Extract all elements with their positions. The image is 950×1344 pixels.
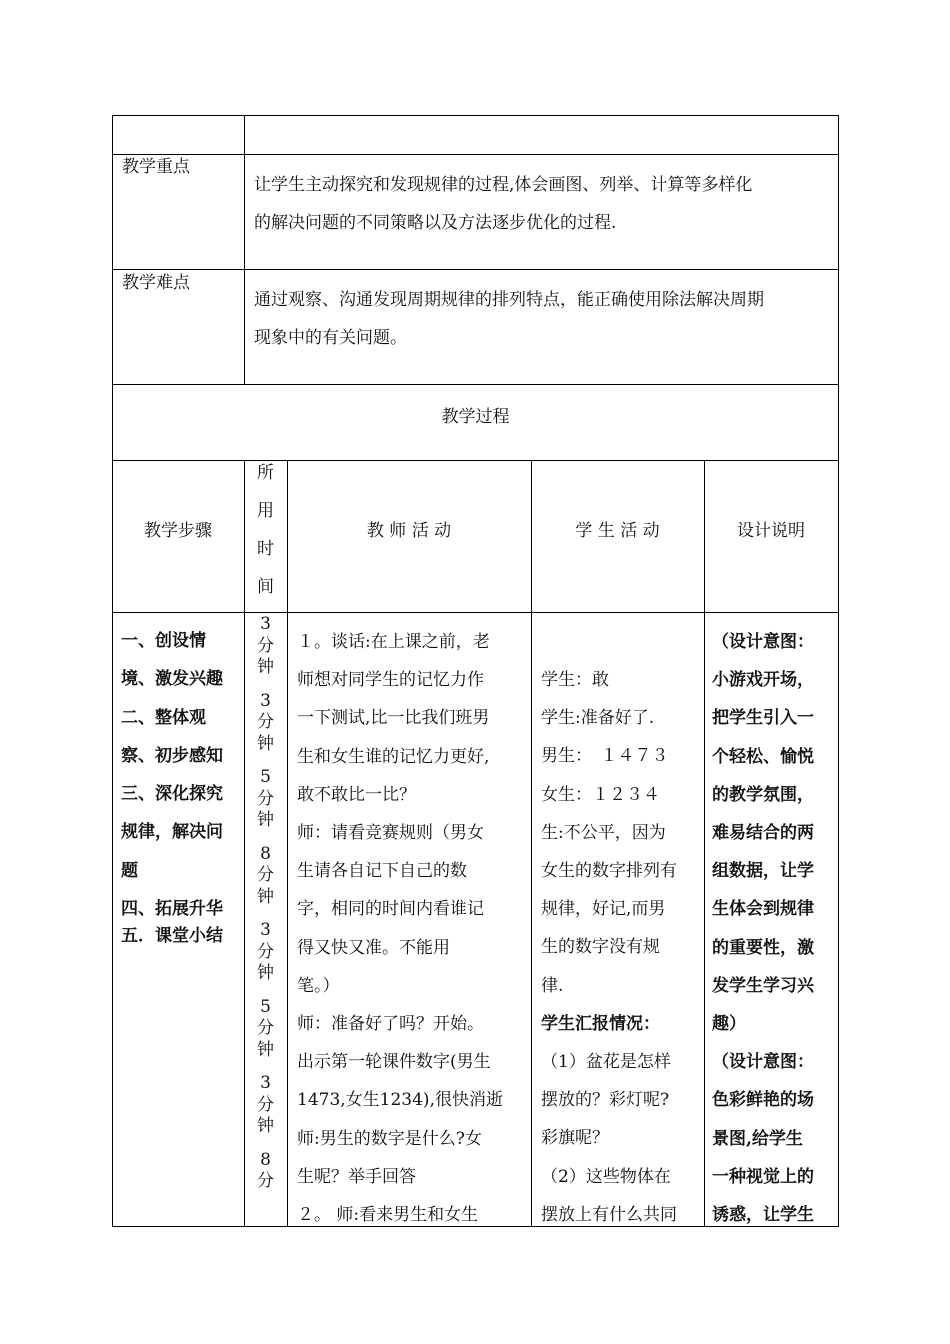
label-column-divider xyxy=(244,115,245,385)
teacher-line: ２。 师:看来男生和女生 xyxy=(297,1205,479,1226)
design-line: 色彩鲜艳的场 xyxy=(712,1090,814,1111)
time-block xyxy=(244,844,287,909)
teacher-activity xyxy=(297,623,503,1234)
student-line: 女生：１２３４ xyxy=(541,784,660,805)
student-activity xyxy=(541,661,677,1234)
time-block xyxy=(244,920,287,985)
time-char: 5 xyxy=(260,767,271,787)
student-line: 规律，好记,而男 xyxy=(541,899,666,920)
col-divider xyxy=(287,460,288,1227)
student-line: 学生汇报情况： xyxy=(541,1013,660,1034)
header-teacher: 教 师 活 动 xyxy=(366,521,452,541)
step-line: 境、激发兴趣 xyxy=(121,669,223,690)
col-divider xyxy=(531,460,532,1227)
time-char: 3 xyxy=(260,920,271,940)
header-steps: 教学步骤 xyxy=(144,521,212,541)
design-line: 发学生学习兴 xyxy=(712,975,814,996)
time-block xyxy=(244,997,287,1062)
row-divider xyxy=(112,154,839,155)
time-char: 分 xyxy=(257,865,274,885)
student-line: 男生： １４７３ xyxy=(541,746,669,767)
time-block xyxy=(244,691,287,756)
design-line: 趣） xyxy=(712,1014,746,1035)
process-title: 教学过程 xyxy=(441,407,510,427)
teacher-line: 敢不敢比一比？ xyxy=(297,784,416,805)
student-line: 律. xyxy=(541,975,564,996)
time-char: 钟 xyxy=(257,1039,274,1060)
teacher-line: 一下测试,比一比我们班男 xyxy=(297,708,490,729)
design-line: 难易结合的两 xyxy=(712,823,814,844)
time-char: 钟 xyxy=(257,963,274,983)
student-line: （1）盆花是怎样 xyxy=(541,1052,671,1073)
student-line: 彩旗呢？ xyxy=(541,1128,609,1149)
step-line: 察、初步感知 xyxy=(121,745,223,766)
time-char: 分 xyxy=(257,635,274,656)
student-line: 摆放的？彩灯呢? xyxy=(541,1090,670,1111)
design-line: 个轻松、愉悦 xyxy=(712,746,814,767)
design-notes xyxy=(712,623,814,1234)
time-char: 钟 xyxy=(257,657,274,677)
table-border-left xyxy=(112,115,113,1227)
time-char: 钟 xyxy=(257,886,274,907)
design-line: （设计意图： xyxy=(712,1052,814,1073)
header-design: 设计说明 xyxy=(737,521,805,541)
step-line: 题 xyxy=(121,860,138,881)
teacher-line: 师:男生的数字是什么?女 xyxy=(297,1128,482,1149)
row-divider xyxy=(112,269,839,270)
teacher-line: 得又快又准。不能用 xyxy=(297,937,450,958)
table-border-top xyxy=(112,115,839,116)
header-time xyxy=(244,454,287,606)
time-block xyxy=(244,1073,287,1138)
time-block xyxy=(244,767,287,832)
student-line: （2）这些物体在 xyxy=(541,1166,671,1187)
time-char: 3 xyxy=(260,690,271,711)
teacher-line: 师：准备好了吗？开始。 xyxy=(297,1014,484,1035)
design-line: 把学生引入一 xyxy=(712,708,814,729)
time-char: 8 xyxy=(260,1149,271,1170)
key-points-content xyxy=(254,166,752,242)
student-line: 摆放上有什么共同 xyxy=(541,1204,677,1225)
design-line: 景图,给学生 xyxy=(712,1128,803,1149)
step-line: 规律，解决问 xyxy=(121,822,223,843)
time-char: 分 xyxy=(257,1018,274,1038)
teacher-line: 1473,女生1234),很快消逝 xyxy=(297,1090,503,1111)
time-char: 分 xyxy=(257,712,274,732)
teacher-line: 生请各自记下自己的数 xyxy=(297,861,467,882)
design-line: 小游戏开场， xyxy=(712,670,814,691)
header-time-char: 间 xyxy=(257,577,274,597)
student-line: 生:不公平，因为 xyxy=(541,822,666,843)
step-line: 一、创设情 xyxy=(121,631,206,651)
teacher-line: １。谈话:在上课之前，老 xyxy=(297,632,490,652)
teacher-line: 生呢？举手回答 xyxy=(297,1166,416,1187)
design-line: 的重要性，激 xyxy=(712,937,814,958)
header-time-char: 用 xyxy=(257,501,274,521)
difficulty-line: 通过观察、沟通发现周期规律的排列特点，能正确使用除法解决周期 xyxy=(254,290,764,310)
time-char: 分 xyxy=(257,788,274,809)
step-line: 五．课堂小结 xyxy=(121,926,223,947)
difficulty-content xyxy=(254,281,764,357)
teacher-line: 字，相同的时间内看谁记 xyxy=(297,899,484,920)
teacher-line: 出示第一轮课件数字(男生 xyxy=(297,1052,491,1073)
time-char: 3 xyxy=(260,1073,271,1093)
time-char: 钟 xyxy=(257,1116,274,1136)
difficulty-label: 教学难点 xyxy=(122,273,190,293)
time-char: 分 xyxy=(257,1171,274,1191)
key-points-line: 的解决问题的不同策略以及方法逐步优化的过程. xyxy=(254,213,617,233)
difficulty-line: 现象中的有关问题。 xyxy=(254,328,407,348)
student-line: 生的数字没有规 xyxy=(541,937,660,958)
time-block xyxy=(244,614,287,679)
design-line: 生体会到规律 xyxy=(712,899,814,920)
design-line: 一种视觉上的 xyxy=(712,1166,814,1187)
time-char: 3 xyxy=(260,614,271,634)
step-line: 三、深化探究 xyxy=(121,784,223,805)
student-line: 女生的数字排列有 xyxy=(541,861,677,882)
col-divider xyxy=(704,460,705,1227)
header-student: 学 生 活 动 xyxy=(575,521,660,541)
key-points-line: 让学生主动探究和发现规律的过程,体会画图、列举、计算等多样化 xyxy=(254,175,753,195)
design-line: 诱惑，让学生 xyxy=(712,1205,814,1226)
step-line: 二、整体观 xyxy=(121,707,206,728)
time-char: 钟 xyxy=(257,810,274,830)
design-line: 的教学氛围， xyxy=(712,784,814,805)
teacher-line: 笔。） xyxy=(297,975,340,996)
time-char: 分 xyxy=(257,1094,274,1115)
steps-column xyxy=(121,622,223,948)
student-line: 学生:准备好了. xyxy=(541,708,655,729)
row-divider xyxy=(112,460,839,461)
design-line: 组数据，让学 xyxy=(712,861,814,882)
table-border-right xyxy=(838,115,839,1227)
student-line: 学生：敢 xyxy=(541,670,609,690)
row-divider xyxy=(112,384,839,385)
time-char: 分 xyxy=(257,941,274,962)
time-column xyxy=(244,612,287,1193)
header-time-char: 时 xyxy=(257,539,274,559)
header-time-char: 所 xyxy=(257,463,274,483)
teacher-line: 师想对同学生的记忆力作 xyxy=(297,670,484,691)
design-line: （设计意图： xyxy=(712,632,814,652)
step-line: 四、拓展升华 xyxy=(121,899,223,920)
key-points-label: 教学重点 xyxy=(122,157,190,177)
teacher-line: 生和女生谁的记忆力更好, xyxy=(297,746,490,767)
time-char: 钟 xyxy=(257,733,274,754)
row-divider xyxy=(112,612,839,613)
time-char: 5 xyxy=(260,996,271,1017)
time-char: 8 xyxy=(260,843,271,864)
time-block xyxy=(244,1150,287,1193)
teacher-line: 师：请看竞赛规则（男女 xyxy=(297,823,484,844)
